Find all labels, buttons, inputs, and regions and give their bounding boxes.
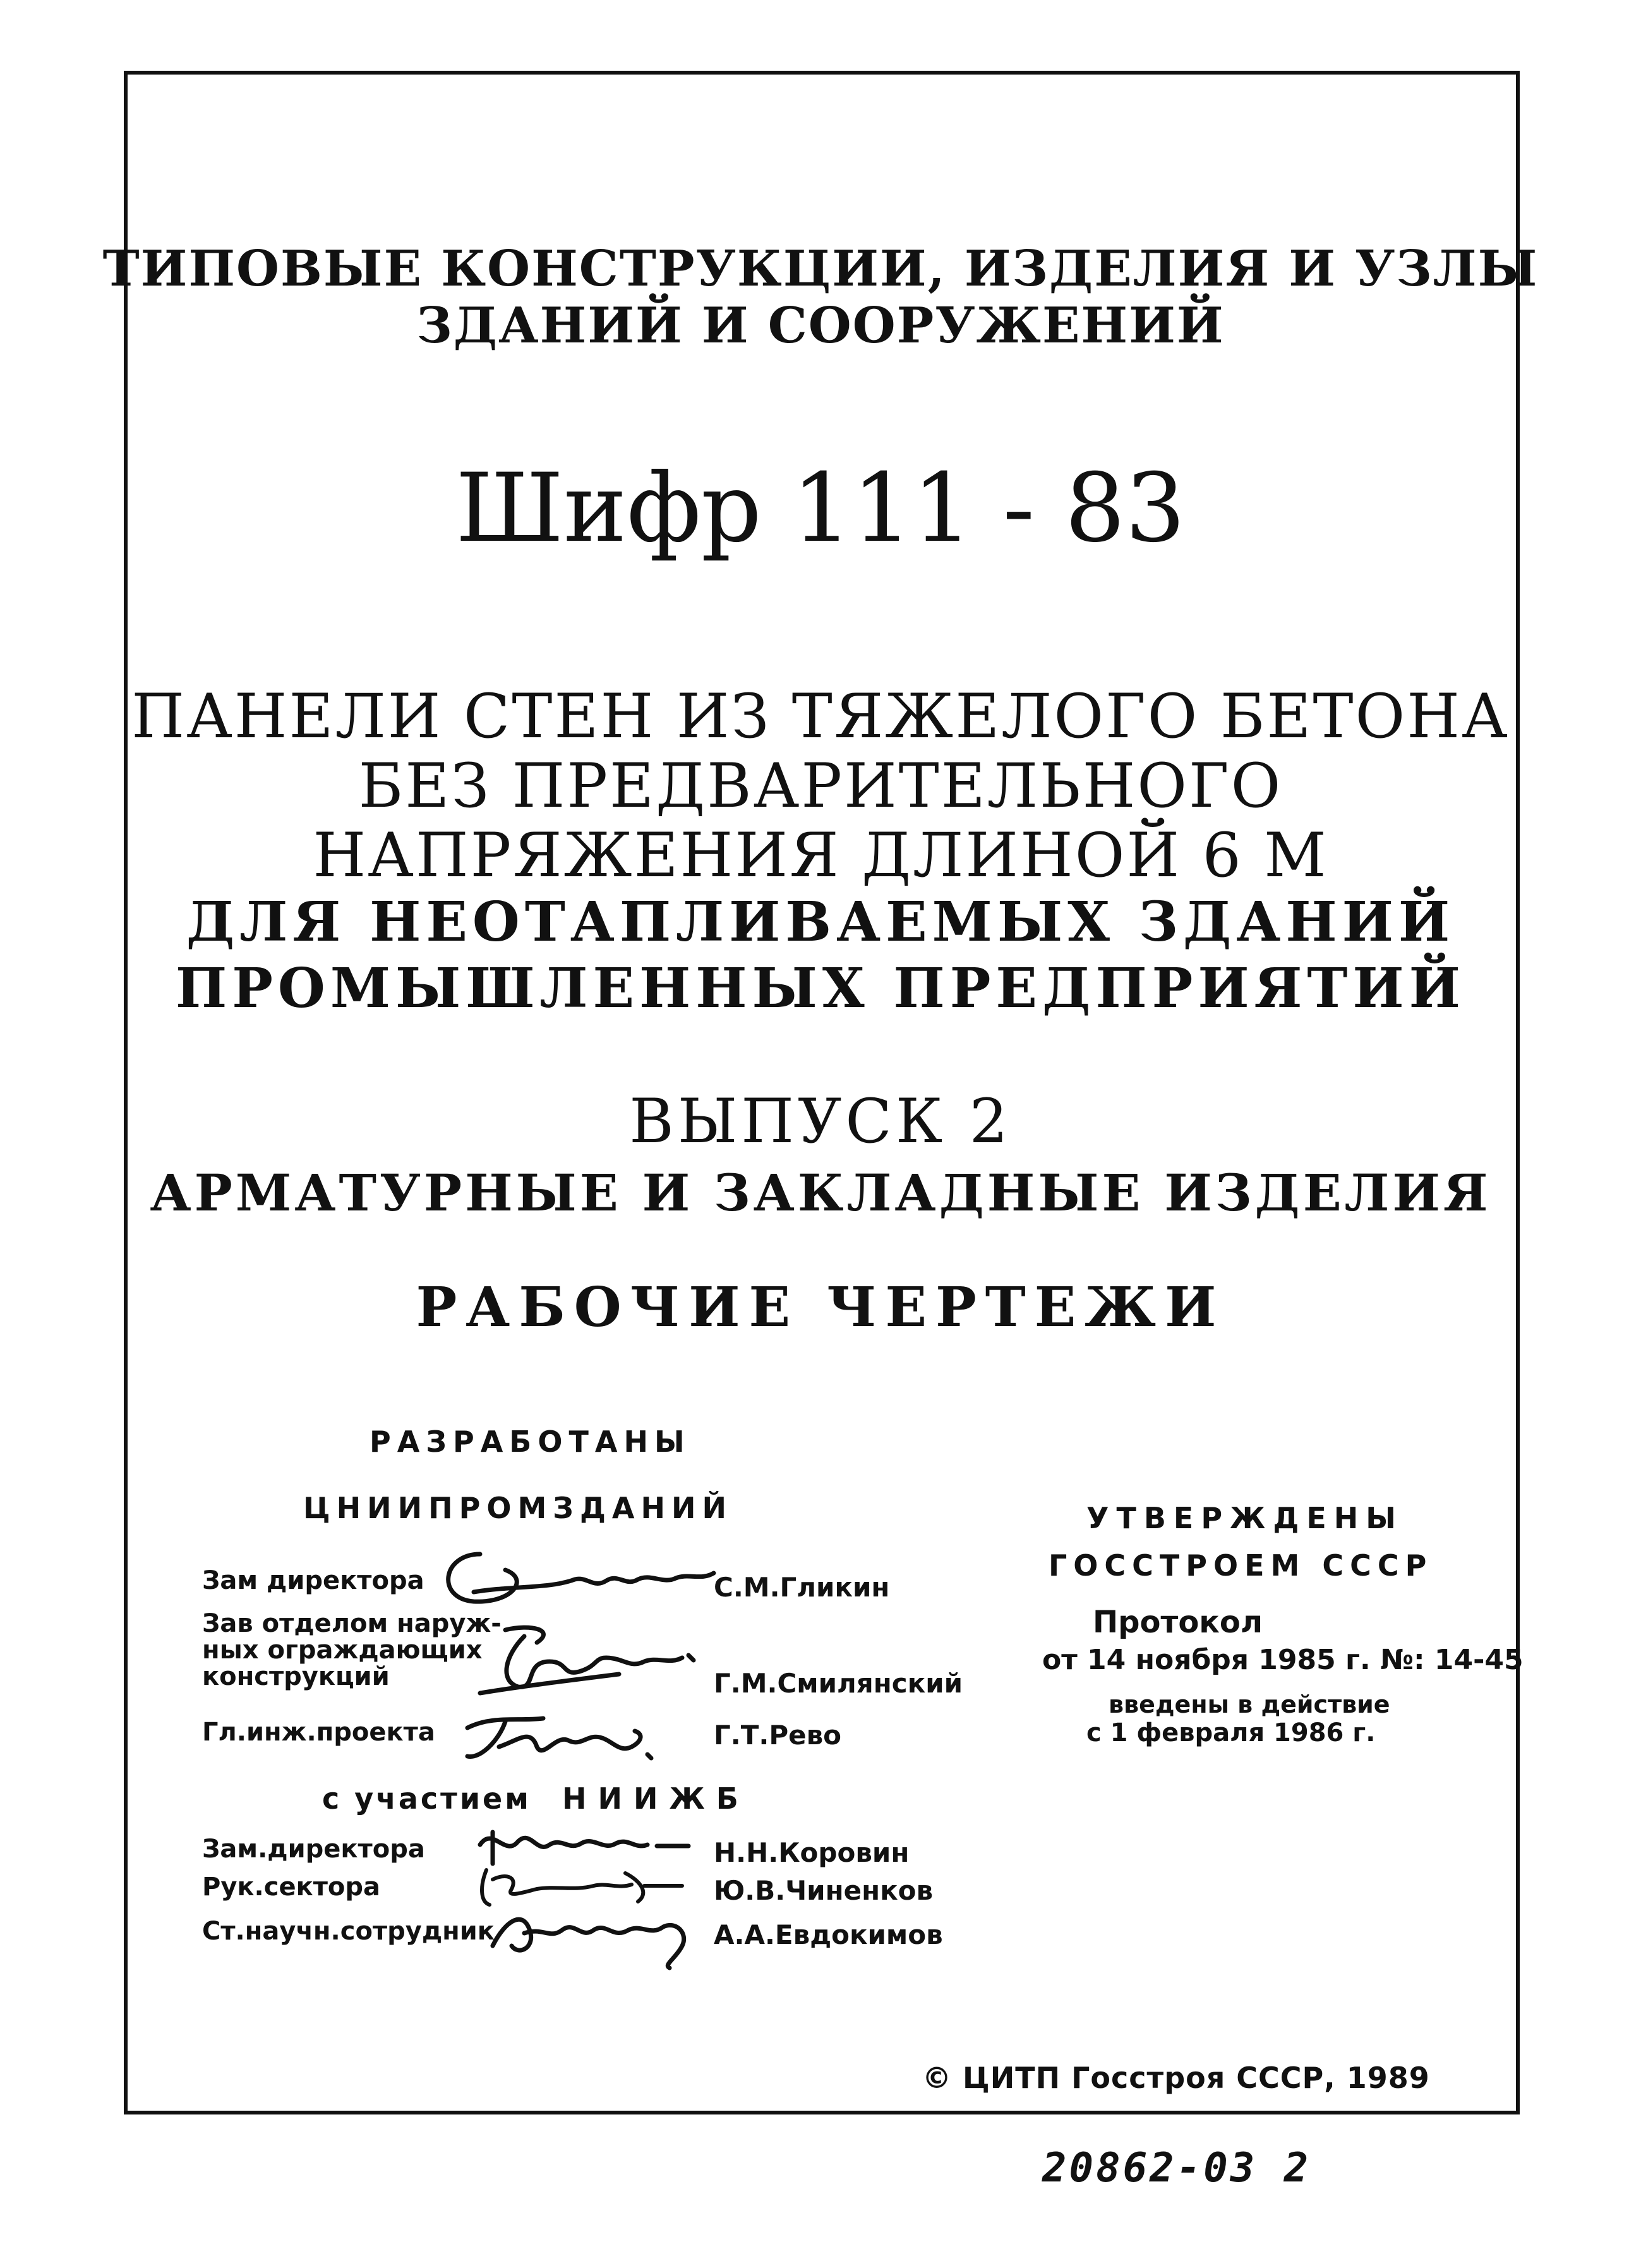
issue-subtitle: АРМАТУРНЫЕ И ЗАКЛАДНЫЕ ИЗДЕЛИЯ bbox=[150, 1163, 1491, 1222]
dev-name-3: Г.Т.Рево bbox=[714, 1720, 842, 1751]
title-line-3: НАПРЯЖЕНИЯ ДЛИНОЙ 6 М bbox=[313, 820, 1328, 891]
effect-line-2: с 1 февраля 1986 г. bbox=[1086, 1718, 1376, 1747]
dev-role-2c: конструкций bbox=[202, 1662, 390, 1691]
cipher: Шифр 111 - 83 bbox=[455, 454, 1186, 564]
dev-role-1: Зам директора bbox=[202, 1566, 424, 1595]
title-line-1: ПАНЕЛИ СТЕН ИЗ ТЯЖЕЛОГО БЕТОНА bbox=[131, 681, 1510, 752]
part-role-3: Ст.научн.сотрудник bbox=[202, 1917, 495, 1946]
drawings-label: РАБОЧИЕ ЧЕРТЕЖИ bbox=[416, 1276, 1225, 1339]
part-role-1: Зам.директора bbox=[202, 1835, 425, 1864]
copyright: © ЦИТП Госстроя СССР, 1989 bbox=[922, 2061, 1430, 2095]
part-name-2: Ю.В.Чиненков bbox=[714, 1875, 934, 1906]
archive-number: 20862-03 2 bbox=[1042, 2145, 1311, 2192]
developers-label: РАЗРАБОТАНЫ bbox=[370, 1425, 691, 1459]
dev-name-2: Г.М.Смилянский bbox=[714, 1668, 963, 1699]
developers-org: ЦНИИПРОМЗДАНИЙ bbox=[303, 1491, 733, 1525]
title-line-2: БЕЗ ПРЕДВАРИТЕЛЬНОГО bbox=[358, 751, 1283, 821]
series-line-2: ЗДАНИЙ И СООРУЖЕНИЙ bbox=[416, 297, 1225, 354]
issue: ВЫПУСК 2 bbox=[629, 1086, 1012, 1157]
approval-line-2: ГОССТРОЕМ СССР bbox=[1049, 1548, 1433, 1583]
protocol-line: от 14 ноября 1985 г. №: 14-45 bbox=[1042, 1644, 1524, 1676]
effect-line-1: введены в действие bbox=[1109, 1691, 1390, 1718]
participation-label: с участием bbox=[322, 1782, 531, 1816]
dev-role-2b: ных ограждающих bbox=[202, 1636, 483, 1665]
part-name-1: Н.Н.Коровин bbox=[714, 1837, 910, 1868]
participation-org: НИИЖБ bbox=[562, 1782, 750, 1816]
signature-smilyansky bbox=[467, 1617, 720, 1699]
signature-glikin bbox=[436, 1541, 720, 1611]
part-role-2: Рук.сектора bbox=[202, 1873, 381, 1902]
part-name-3: А.А.Евдокимов bbox=[714, 1919, 943, 1950]
dev-name-1: С.М.Гликин bbox=[714, 1572, 890, 1603]
approval-line-1: УТВЕРЖДЕНЫ bbox=[1086, 1501, 1404, 1535]
series-line-1: ТИПОВЫЕ КОНСТРУКЦИИ, ИЗДЕЛИЯ И УЗЛЫ bbox=[102, 240, 1539, 298]
title-line-4: ДЛЯ НЕОТАПЛИВАЕМЫХ ЗДАНИЙ bbox=[186, 890, 1455, 954]
title-line-5: ПРОМЫШЛЕННЫХ ПРЕДПРИЯТИЙ bbox=[176, 956, 1465, 1020]
dev-role-3: Гл.инж.проекта bbox=[202, 1718, 435, 1747]
signature-evdokimov bbox=[480, 1895, 707, 1971]
signature-revo bbox=[455, 1703, 670, 1766]
protocol-label: Протокол bbox=[1093, 1605, 1263, 1640]
dev-role-2a: Зав отделом наруж- bbox=[202, 1609, 502, 1638]
